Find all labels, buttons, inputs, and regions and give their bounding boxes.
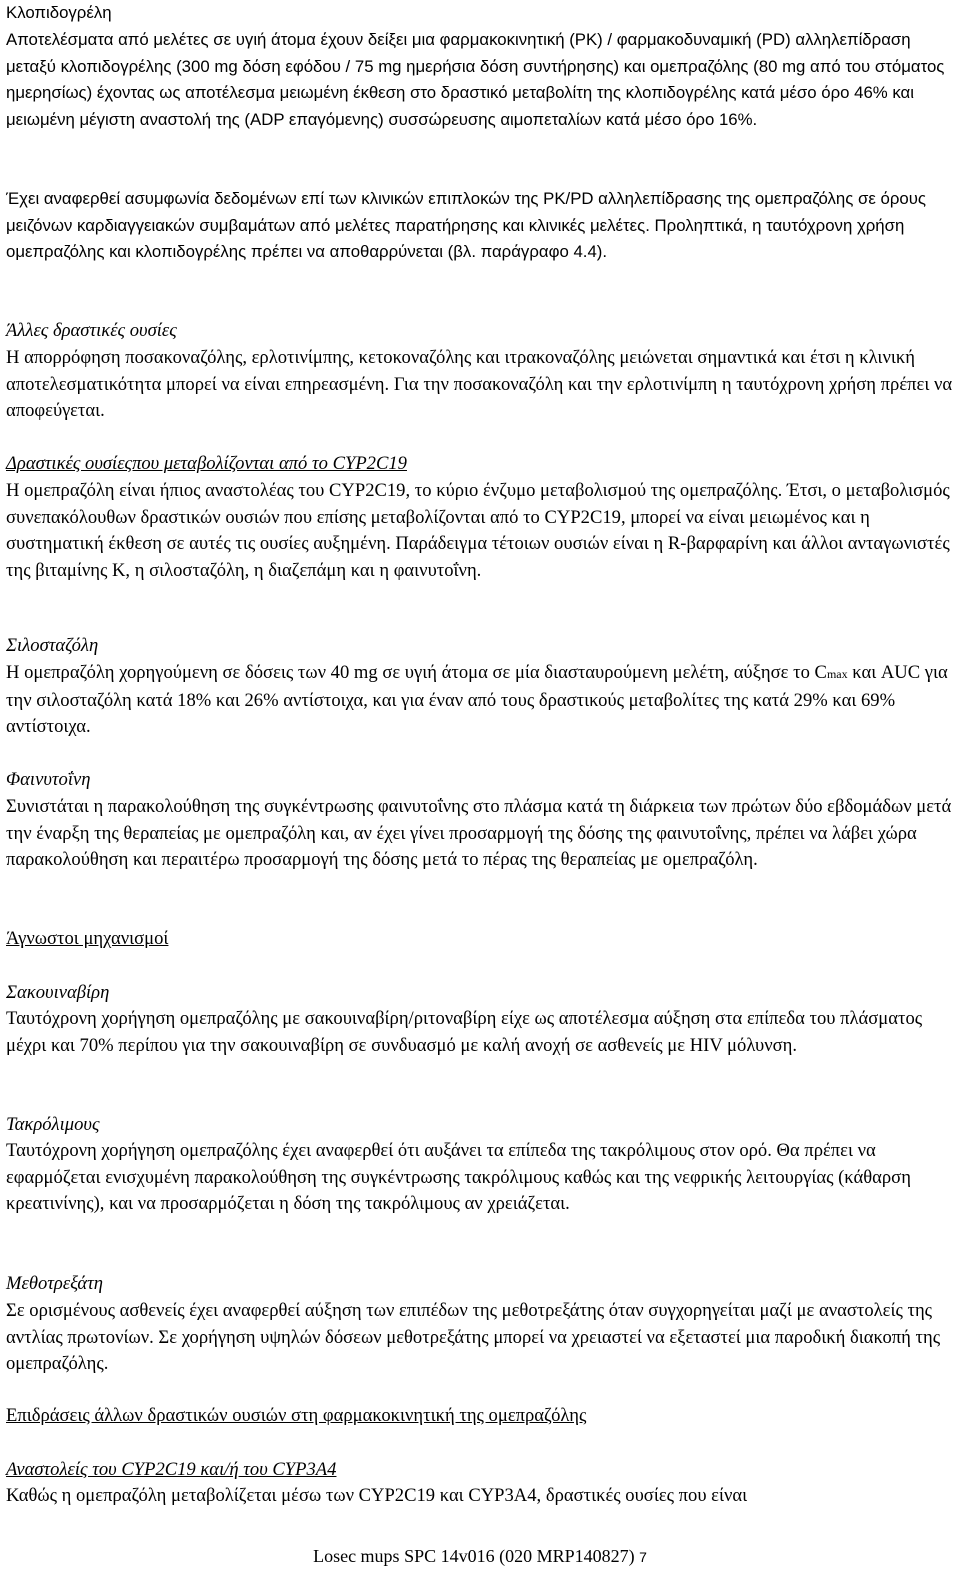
cilostazol-text-part-2: και AUC για την σιλοσταζόλη κατά 18% και 26% αντίστοιχα, και για έναν από τους δραστικούς μεταβολίτες της κατά 29% και 69% αντίστοιχα. [6, 662, 948, 738]
tacrolimus-text: Ταυτόχρονη χορήγηση ομεπραζόλης έχει αναφερθεί ότι αυξάνει τα επίπεδα της τακρόλιμους στον ορό. Θα πρέπει να εφαρμόζεται ενισχυμένη παρακολούθηση της συγκέντρωσης τακρόλιμους καθώς και της νεφρικής λειτουργίας (κάθαρση κρεατινίνης), και να προσαρμόζεται η δόση της τακρόλιμους αν χρειάζεται. [6, 1140, 911, 1215]
clopidogrel-paragraph-2: Έχει αναφερθεί ασυμφωνία δεδομένων επί των κλινικών επιπλοκών της PK/PD αλληλεπίδρασης της ομεπραζόλης σε όρους μειζόνων καρδιαγγειακών συμβαμάτων από μελέτες παρατήρησης και κλινικές μελέτες. Προληπτικά, η ταυτόχρονη χρήση ομεπραζόλης και κλοπιδογρέλης πρέπει να αποθαρρύνεται (βλ. παράγραφο 4.4). [6, 189, 926, 262]
inhibitors-heading: Αναστολείς του CYP2C19 και/ή του CYP3A4 [6, 1459, 337, 1480]
methotrexate-text: Σε ορισμένους ασθενείς έχει αναφερθεί αύξηση των επιπέδων της μεθοτρεξάτης όταν συγχορηγείται μαζί με αναστολείς της αντλίας πρωτονίων. Σε χορήγηση υψηλών δόσεων μεθοτρεξάτης μπορεί να χρειαστεί να εξεταστεί μια παροδική διακοπή της ομεπραζόλης. [6, 1300, 941, 1375]
cmax-subscript: max [826, 667, 848, 681]
page-number: 7 [639, 1549, 647, 1565]
cilostazol-heading: Σιλοσταζόλη [6, 635, 99, 656]
cyp2c19-substances-text: Η ομεπραζόλη είναι ήπιος αναστολέας του CYP2C19, το κύριο ένζυμο μεταβολισμού της ομεπραζόλης. Έτσι, ο μεταβολισμός συνεπακόλουθων δραστικών ουσιών που επίσης μεταβολίζονται από το CYP2C19, μπορεί να είναι μειωμένος και η συστηματική έκθεση σε αυτές τις ουσίες αυξημένη. Παράδειγμα τέτοιων ουσιών είναι η R-βαρφαρίνη και άλλοι ανταγωνιστές της βιταμίνης Κ, η σιλοσταζόλη, η διαζεπάμη και η φαινυτοΐνη. [6, 480, 950, 582]
phenytoin-heading: Φαινυτοΐνη [6, 769, 91, 790]
methotrexate-heading: Μεθοτρεξάτη [6, 1273, 103, 1294]
cilostazol-text-part-1: Η ομεπραζόλη χορηγούμενη σε δόσεις των 40 mg σε υγιή άτομα σε μία διασταυρούμενη μελέτη, αύξησε το C [6, 662, 827, 683]
clopidogrel-paragraph-1: Αποτελέσματα από μελέτες σε υγιή άτομα έχουν δείξει μια φαρμακοκινητική (PK) / φαρμακοδυναμική (PD) αλληλεπίδραση μεταξύ κλοπιδογρέλης (300 mg δόση εφόδου / 75 mg ημερήσια δόση συντήρησης) και ομεπραζόλης (80 mg από του στόματος ημερησίως) έχοντας ως αποτέλεσμα μειωμένη έκθεση στο δραστικό μεταβολίτη της κλοπιδογρέλης κατά μέσο όρο 46% και μειωμένη μέγιστη αναστολή της (ADP επαγόμενης) συσσώρευσης αιμοπεταλίων κατά μέσο όρο 16%. [6, 30, 945, 130]
inhibitors-text: Καθώς η ομεπραζόλη μεταβολίζεται μέσω των CYP2C19 και CYP3A4, δραστικές ουσίες που είναι [6, 1485, 748, 1506]
clopidogrel-heading: Κλοπιδογρέλη [6, 3, 112, 22]
other-substances-heading: Άλλες δραστικές ουσίες [6, 320, 177, 341]
other-substances-text: Η απορρόφηση ποσακοναζόλης, ερλοτινίμπης, κετοκοναζόλης και ιτρακοναζόλης μειώνεται σημαντικά και έτσι η κλινική αποτελεσματικότητα μπορεί να είναι επηρεασμένη. Για την ποσακοναζόλη και την ερλοτινίμπη η ταυτόχρονη χρήση πρέπει να αποφεύγεται. [6, 347, 953, 422]
phenytoin-text: Συνιστάται η παρακολούθηση της συγκέντρωσης φαινυτοΐνης στο πλάσμα κατά τη διάρκεια των πρώτων δύο εβδομάδων μετά την έναρξη της θεραπείας με ομεπραζόλη και, αν έχει γίνει προσαρμογή της δόσης της φαινυτοΐνης, πρέπει να λάβει χώρα παρακολούθηση και περαιτέρω προσαρμογή της δόσης μετά το πέρας της θεραπείας με ομεπραζόλη. [6, 796, 952, 871]
effects-heading: Επιδράσεις άλλων δραστικών ουσιών στη φαρμακοκινητική της ομεπραζόλης [6, 1405, 587, 1426]
tacrolimus-heading: Τακρόλιμους [6, 1114, 100, 1135]
saquinavir-text: Ταυτόχρονη χορήγηση ομεπραζόλης με σακουιναβίρη/ριτοναβίρη είχε ως αποτέλεσμα αύξηση στα επίπεδα του πλάσματος μέχρι και 70% περίπου για την σακουιναβίρη σε συνδυασμό με καλή ανοχή σε ασθενείς με HIV μόλυνση. [6, 1008, 923, 1056]
unknown-mechanisms-heading: Άγνωστοι μηχανισμοί [6, 928, 169, 949]
footer-document-id: Losec mups SPC 14v016 (020 MRP140827) [313, 1546, 640, 1566]
saquinavir-heading: Σακουιναβίρη [6, 982, 110, 1003]
page-footer [0, 1543, 960, 1571]
cilostazol-text [6, 660, 956, 741]
cyp2c19-substances-heading: Δραστικές ουσίεςπου μεταβολίζονται από το CYP2C19 [6, 453, 407, 474]
